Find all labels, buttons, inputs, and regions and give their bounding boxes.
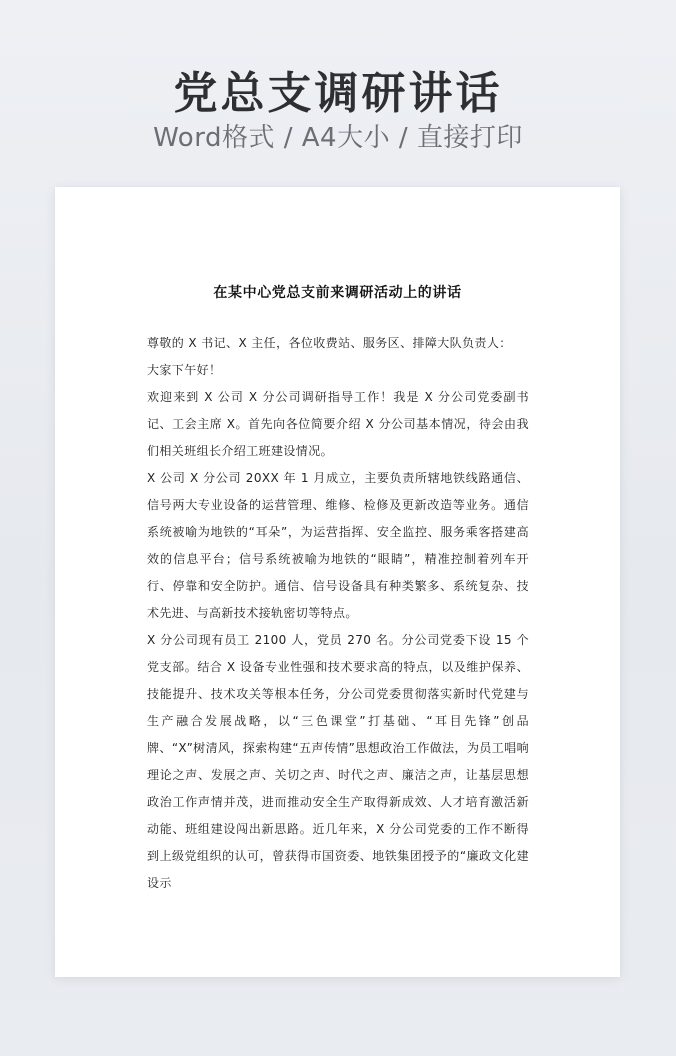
document-title: 在某中心党总支前来调研活动上的讲话 (213, 285, 462, 301)
party-work-paragraph: X 分公司现有员工 2100 人，党员 270 名。分公司党委下设 15 个党支部。结合 X 设备专业性强和技术要求高的特点，以及维护保养、技能提升、技术攻关等根本任务，分公司党委贯彻落实新时代党建与生产融合发展战略，以“三色课堂”打基础、“耳目先锋”创品牌、“X”树清风，探索构建“五声传情”思想政治工作做法，为员工唱响理论之声、发展之声、关切之声、时代之声、廉洁之声，让基层思想政治工作声情并茂，进而推动安全生产取得新成效、人才培育激活新动能、班组建设闯出新思路。近几年来，X 分公司党委的工作不断得到上级党组织的认可，曾获得市国资委、地铁集团授予的“廉政文化建设示 (147, 633, 529, 890)
company-intro-paragraph: X 公司 X 分公司 20XX 年 1 月成立，主要负责所辖地铁线路通信、信号两大专业设备的运营管理、维修、检修及更新改造等业务。通信系统被喻为地铁的“耳朵”，为运营指挥、安全监控、服务乘客搭建高效的信息平台；信号系统被喻为地铁的“眼睛”，精准控制着列车开行、停靠和安全防护。通信、信号设备具有种类繁多、系统复杂、技术先进、与高新技术接轨密切等特点。 (147, 471, 529, 620)
banner-subtitle: Word格式 / A4大小 / 直接打印 (153, 123, 523, 153)
salutation-paragraph: 尊敬的 X 书记、X 主任，各位收费站、服务区、排障大队负责人： (147, 336, 512, 350)
document-body (147, 330, 529, 897)
document-page (55, 187, 620, 977)
greeting-paragraph: 大家下午好！ (147, 363, 222, 377)
banner-title: 党总支调研讲话 (173, 68, 503, 119)
welcome-paragraph: 欢迎来到 X 公司 X 分公司调研指导工作！我是 X 分公司党委副书记、工会主席 X。首先向各位简要介绍 X 分公司基本情况，待会由我们相关班组长介绍工班建设情况。 (147, 390, 529, 458)
